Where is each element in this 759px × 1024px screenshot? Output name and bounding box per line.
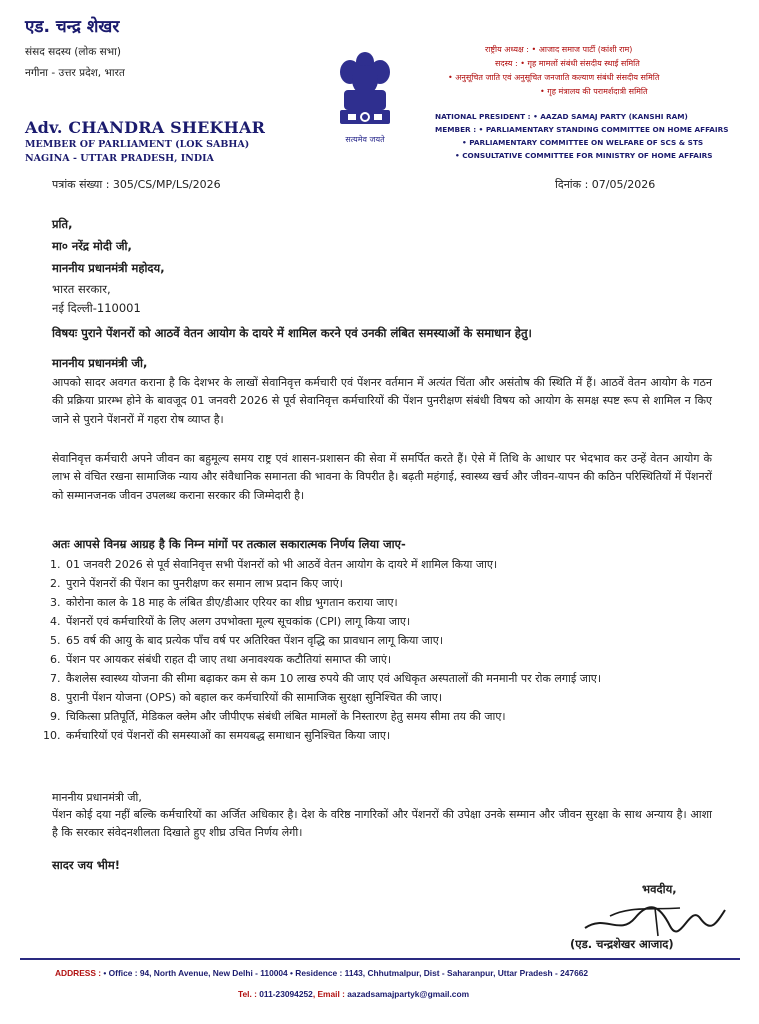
recipient-prati: प्रति, (52, 217, 73, 231)
recipient-designation: माननीय प्रधानमंत्री महोदय, (52, 261, 165, 275)
demand-item: 10. कर्मचारियों एवं पेंशनरों की समस्याओं का समयबद्ध समाधान सुनिश्चित किया जाए। (64, 726, 724, 745)
demand-item: 4. पेंशनरों एवं कर्मचारियों के लिए अलग उपभोक्ता मूल्य सूचकांक (CPI) लागू किया जाए। (64, 612, 724, 631)
national-emblem-icon (330, 50, 400, 152)
email-label: , Email : (312, 989, 345, 999)
letter-date: दिनांक : 07/05/2026 (555, 178, 656, 191)
footer-address (55, 968, 588, 978)
bhavdiya: भवदीय, (642, 882, 677, 896)
demand-item: 6. पेंशन पर आयकर संबंधी राहत दी जाए तथा अनावश्यक कटौतियां समाप्त की जाएं। (64, 650, 724, 669)
salutation: माननीय प्रधानमंत्री जी, (52, 356, 148, 370)
body-paragraph-2: सेवानिवृत्त कर्मचारी अपने जीवन का बहुमूल्य समय राष्ट्र एवं शासन-प्रशासन की सेवा में समर्पित करते हैं। ऐसे में तिथि के आधार पर भेदभाव कर उन्हें वेतन आयोग के लाभ से वंचित रखना सामाजिक न्याय और संवैधानिक समानता की भावना के विपरीत है। बढ़ती महंगाई, स्वास्थ्य खर्च और जीवन-यापन की कठिन परिस्थितियों में पेंशनरों को सम्मानजनक जीवन उपलब्ध कराना सरकार की जिम्मेदारी है। (52, 452, 712, 502)
header-right-en-3: • PARLIAMENTARY COMMITTEE ON WELFARE OF SCS & STS (462, 138, 704, 147)
recipient-govt: भारत सरकार, (52, 282, 111, 296)
sender-name-hindi: एड. चन्द्र शेखर (25, 17, 120, 37)
sender-place-english: NAGINA - UTTAR PRADESH, INDIA (25, 153, 214, 164)
address-label: ADDRESS : (55, 968, 102, 978)
demand-item: 9. चिकित्सा प्रतिपूर्ति, मेडिकल क्लेम और जीपीएफ संबंधी लंबित मामलों के निस्तारण हेतु समय सीमा तय की जाए। (64, 707, 724, 726)
demand-item: 2. पुराने पेंशनरों की पेंशन का पुनरीक्षण कर समान लाभ प्रदान किए जाएं। (64, 574, 724, 593)
footer-divider (20, 958, 740, 960)
sadar-jai-bhim: सादर जय भीम! (52, 858, 120, 872)
demands-list (42, 555, 724, 745)
header-right-hi-3: • अनुसूचित जाति एवं अनुसूचित जनजाति कल्याण संबंधी संसदीय समिति (448, 73, 660, 82)
header-right-en-4: • CONSULTATIVE COMMITTEE FOR MINISTRY OF HOME AFFAIRS (455, 151, 713, 160)
demand-item: 3. कोरोना काल के 18 माह के लंबित डीए/डीआर एरियर का शीघ्र भुगतान कराया जाए। (64, 593, 724, 612)
recipient-name: मा० नरेंद्र मोदी जी, (52, 239, 132, 253)
header-right-hi-1: राष्ट्रीय अध्यक्ष : • आजाद समाज पार्टी (कांशी राम) (485, 45, 633, 54)
sender-name-english: Adv. CHANDRA SHEKHAR (25, 118, 266, 137)
header-right-hi-2: सदस्य : • गृह मामलों संबंधी संसदीय स्थाई समिति (495, 59, 640, 68)
demand-item: 7. कैशलेस स्वास्थ्य योजना की सीमा बढ़ाकर कम से कम 10 लाख रुपये की जाए एवं अधिकृत अस्पतालों की मनमानी पर रोक लगाई जाए। (64, 669, 724, 688)
signature-name: (एड. चन्द्रशेखर आजाद) (570, 937, 674, 951)
body-paragraph-1: आपको सादर अवगत कराना है कि देशभर के लाखों सेवानिवृत्त कर्मचारी एवं पेंशनर वर्तमान में अत्यंत चिंता और असंतोष की स्थिति में हैं। आठवें वेतन आयोग के गठन की प्रक्रिया प्रारम्भ होने के बावजूद 01 जनवरी 2026 से पूर्व सेवानिवृत्त कर्मचारियों की पेंशन पुनरीक्षण संबंधी विषय को आयोग के समक्ष स्पष्ट रूप से शामिल न किए जाने से पुराने पेंशनरों में गहरा रोष व्याप्त है। (52, 376, 712, 426)
header-right-en-1: NATIONAL PRESIDENT : • AAZAD SAMAJ PARTY (KANSHI RAM) (435, 112, 688, 121)
sender-title-english: MEMBER OF PARLIAMENT (LOK SABHA) (25, 139, 250, 150)
closing-salutation: माननीय प्रधानमंत्री जी, (52, 791, 142, 804)
demand-item: 1. 01 जनवरी 2026 से पूर्व सेवानिवृत्त सभी पेंशनरों को भी आठवें वेतन आयोग के दायरे में शामिल किया जाए। (64, 555, 724, 574)
demand-item: 5. 65 वर्ष की आयु के बाद प्रत्येक पाँच वर्ष पर अतिरिक्त पेंशन वृद्धि का प्रावधान लागू किया जाए। (64, 631, 724, 650)
sender-title-hindi: संसद सदस्य (लोक सभा) (25, 46, 121, 58)
footer-contact (238, 989, 469, 999)
demand-item: 8. पुरानी पेंशन योजना (OPS) को बहाल कर कर्मचारियों की सामाजिक सुरक्षा सुनिश्चित की जाए। (64, 688, 724, 707)
closing-paragraph: पेंशन कोई दया नहीं बल्कि कर्मचारियों का अर्जित अधिकार है। देश के वरिष्ठ नागरिकों और पेंशनरों की उपेक्षा उनके सम्मान और जीवन सुरक्षा के साथ अन्याय है। आशा है कि सरकार संवेदनशीलता दिखाते हुए शीघ्र उचित निर्णय लेगी। (52, 808, 712, 840)
letter-subject: विषयः पुराने पेंशनरों को आठवें वेतन आयोग के दायरे में शामिल करने एवं उनकी लंबित समस्याओं के समाधान हेतु। (52, 326, 532, 340)
header-right-en-2: MEMBER : • PARLIAMENTARY STANDING COMMITTEE ON HOME AFFAIRS (435, 125, 729, 134)
emblem-motto: सत्यमेव जयते (345, 135, 385, 144)
address-text: • Office : 94, North Avenue, New Delhi - 110004 • Residence : 1143, Chhutmalpur, Dist - Saharanpur, Uttar Pradesh - 247662 (103, 968, 589, 978)
sender-place-hindi: नगीना - उत्तर प्रदेश, भारत (25, 67, 125, 79)
header-right-hi-4: • गृह मंत्रालय की परामर्शदात्री समिति (540, 87, 648, 96)
tel-number: 011-23094252 (259, 989, 313, 999)
demands-heading: अतः आपसे विनम्र आग्रह है कि निम्न मांगों पर तत्काल सकारात्मक निर्णय लिया जाए- (52, 537, 406, 551)
tel-label: Tel. : (238, 989, 257, 999)
recipient-city: नई दिल्ली-110001 (52, 301, 141, 315)
email-address: aazadsamajpartyk@gmail.com (347, 989, 470, 999)
reference-number: पत्रांक संख्या : 305/CS/MP/LS/2026 (52, 178, 221, 191)
